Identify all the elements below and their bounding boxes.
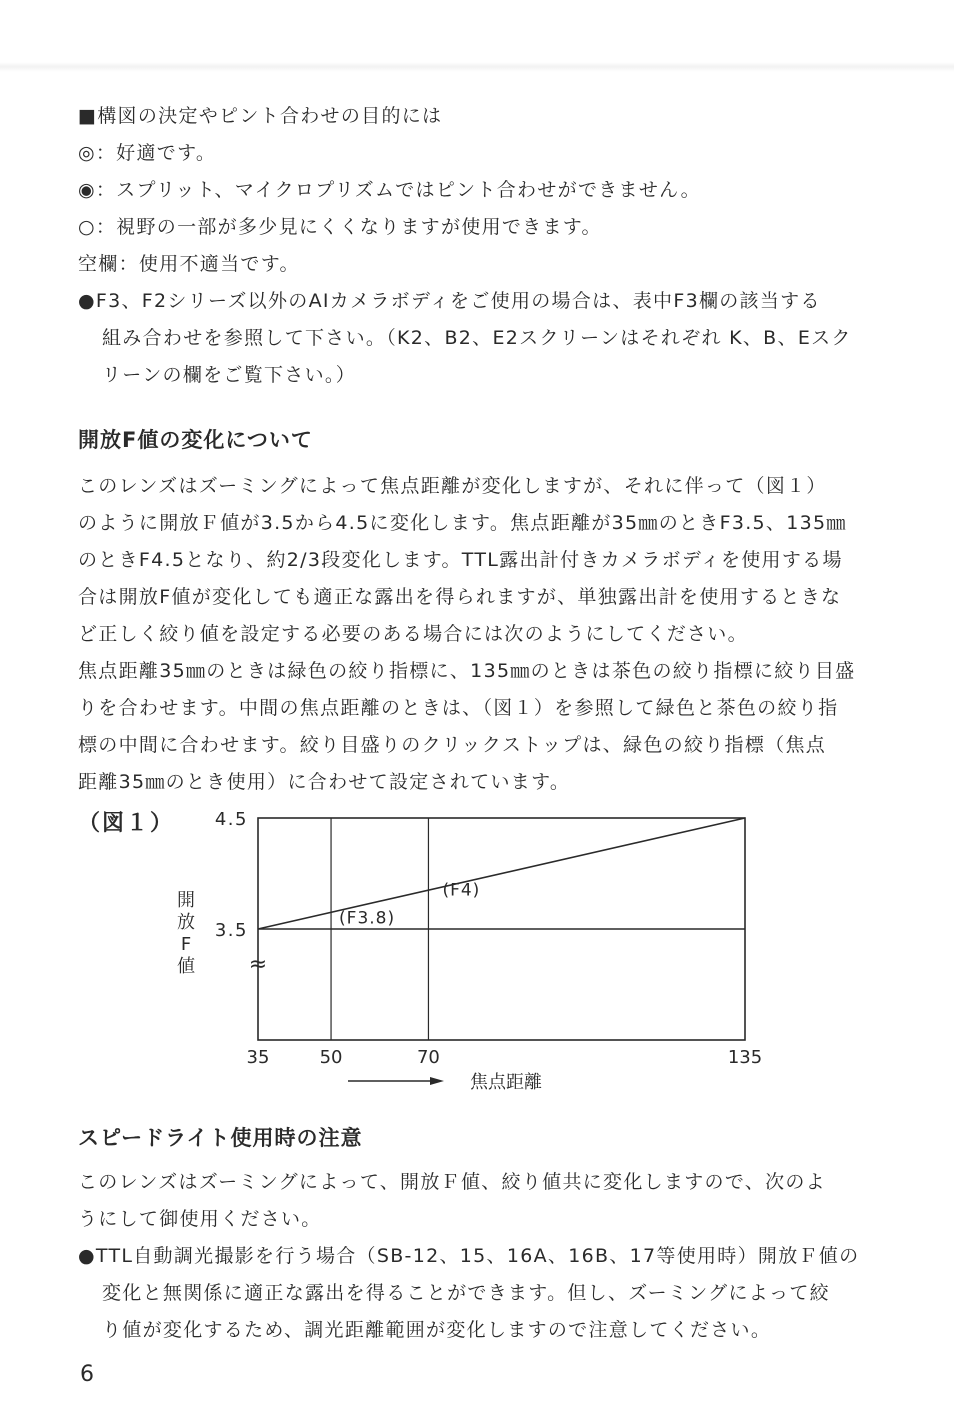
y-axis-label-char: 開 <box>177 890 195 911</box>
speedlight-section-body <box>78 1164 920 1349</box>
x-tick-label: 70 <box>416 1047 440 1068</box>
bullet-line: ●TTL自動調光撮影を行う場合（SB-12、15、16A、16B、17等使用時）開放Ｆ値の <box>78 1245 860 1267</box>
x-tick-label: 135 <box>727 1047 763 1068</box>
paragraph-line: 合は開放F値が変化しても適正な露出を得られますが、単独露出計を使用するときな <box>78 586 842 608</box>
x-tick-label: 50 <box>319 1047 343 1068</box>
y-axis-label-char: 値 <box>177 956 195 977</box>
paragraph-line: ど正しく絞り値を設定する必要のある場合には次のようにしてください。 <box>78 623 748 645</box>
bullet-line: 変化と無関係に適正な露出を得ることができます。但し、ズーミングによって絞 <box>102 1282 830 1304</box>
scan-artifact <box>0 62 954 72</box>
paragraph-line: のときF4.5となり、約2/3段変化します。TTL露出計付きカメラボディを使用する場 <box>78 549 843 571</box>
page-number: 6 <box>80 1362 94 1387</box>
speedlight-section-heading: スピードライト使用時の注意 <box>78 1126 363 1150</box>
x-axis-label: 焦点距離 <box>470 1072 542 1093</box>
aperture-chart <box>170 800 780 1100</box>
note-line: ●F3、F2シリーズ以外のAIカメラボディをご使用の場合は、表中F3欄の該当する <box>78 290 821 312</box>
usage-legend <box>78 98 920 394</box>
figure-label: （図１） <box>78 811 175 836</box>
paragraph-line: このレンズはズーミングによって焦点距離が変化しますが、それに伴って（図１） <box>78 475 827 497</box>
note-line: 組み合わせを参照して下さい。（K2、B2、E2スクリーンはそれぞれ K、B、Eスク <box>102 327 852 349</box>
point-annotation: (F4) <box>442 880 481 901</box>
x-tick-label: 35 <box>246 1047 270 1068</box>
legend-item-filled-circle: ◉：スプリット、マイクロプリズムではピント合わせができません。 <box>78 179 701 201</box>
paragraph-line: りを合わせます。中間の焦点距離のときは、（図１）を参照して緑色と茶色の絞り指 <box>78 697 839 719</box>
legend-item-blank: 空欄：使用不適当です。 <box>78 253 300 275</box>
y-tick-label: 3.5 <box>214 920 248 941</box>
legend-title: ■構図の決定やピント合わせの目的には <box>78 105 443 127</box>
paragraph-line: 標の中間に合わせます。絞り目盛りのクリックストップは、緑色の絞り指標（焦点 <box>78 734 827 756</box>
paragraph-line: うにして御使用ください。 <box>78 1208 322 1230</box>
axis-break-symbol: ≈ <box>248 952 268 977</box>
y-axis-label-char: F <box>180 934 192 955</box>
paragraph-line: のように開放Ｆ値が3.5から4.5に変化します。焦点距離が35㎜のときF3.5、135㎜ <box>78 512 847 534</box>
paragraph-line: このレンズはズーミングによって、開放Ｆ値、絞り値共に変化しますので、次のよ <box>78 1171 826 1193</box>
note-line: リーンの欄をご覧下さい。） <box>102 364 357 386</box>
paragraph-line: 距離35㎜のとき使用）に合わせて設定されています。 <box>78 771 571 793</box>
aperture-section-body <box>78 468 920 801</box>
y-tick-label: 4.5 <box>214 809 248 830</box>
aperture-section-heading: 開放F値の変化について <box>78 428 313 452</box>
legend-item-double-circle: ◎：好適です。 <box>78 142 217 164</box>
point-annotation: (F3.8) <box>339 908 396 929</box>
legend-item-open-circle: ○：視野の一部が多少見にくくなりますが使用できます。 <box>78 216 602 238</box>
x-axis-arrow-head <box>430 1077 444 1085</box>
y-axis-label-char: 放 <box>177 912 195 933</box>
paragraph-line: 焦点距離35㎜のときは緑色の絞り指標に、135㎜のときは茶色の絞り指標に絞り目盛 <box>78 660 856 682</box>
bullet-line: り値が変化するため、調光距離範囲が変化しますので注意してください。 <box>102 1319 772 1341</box>
